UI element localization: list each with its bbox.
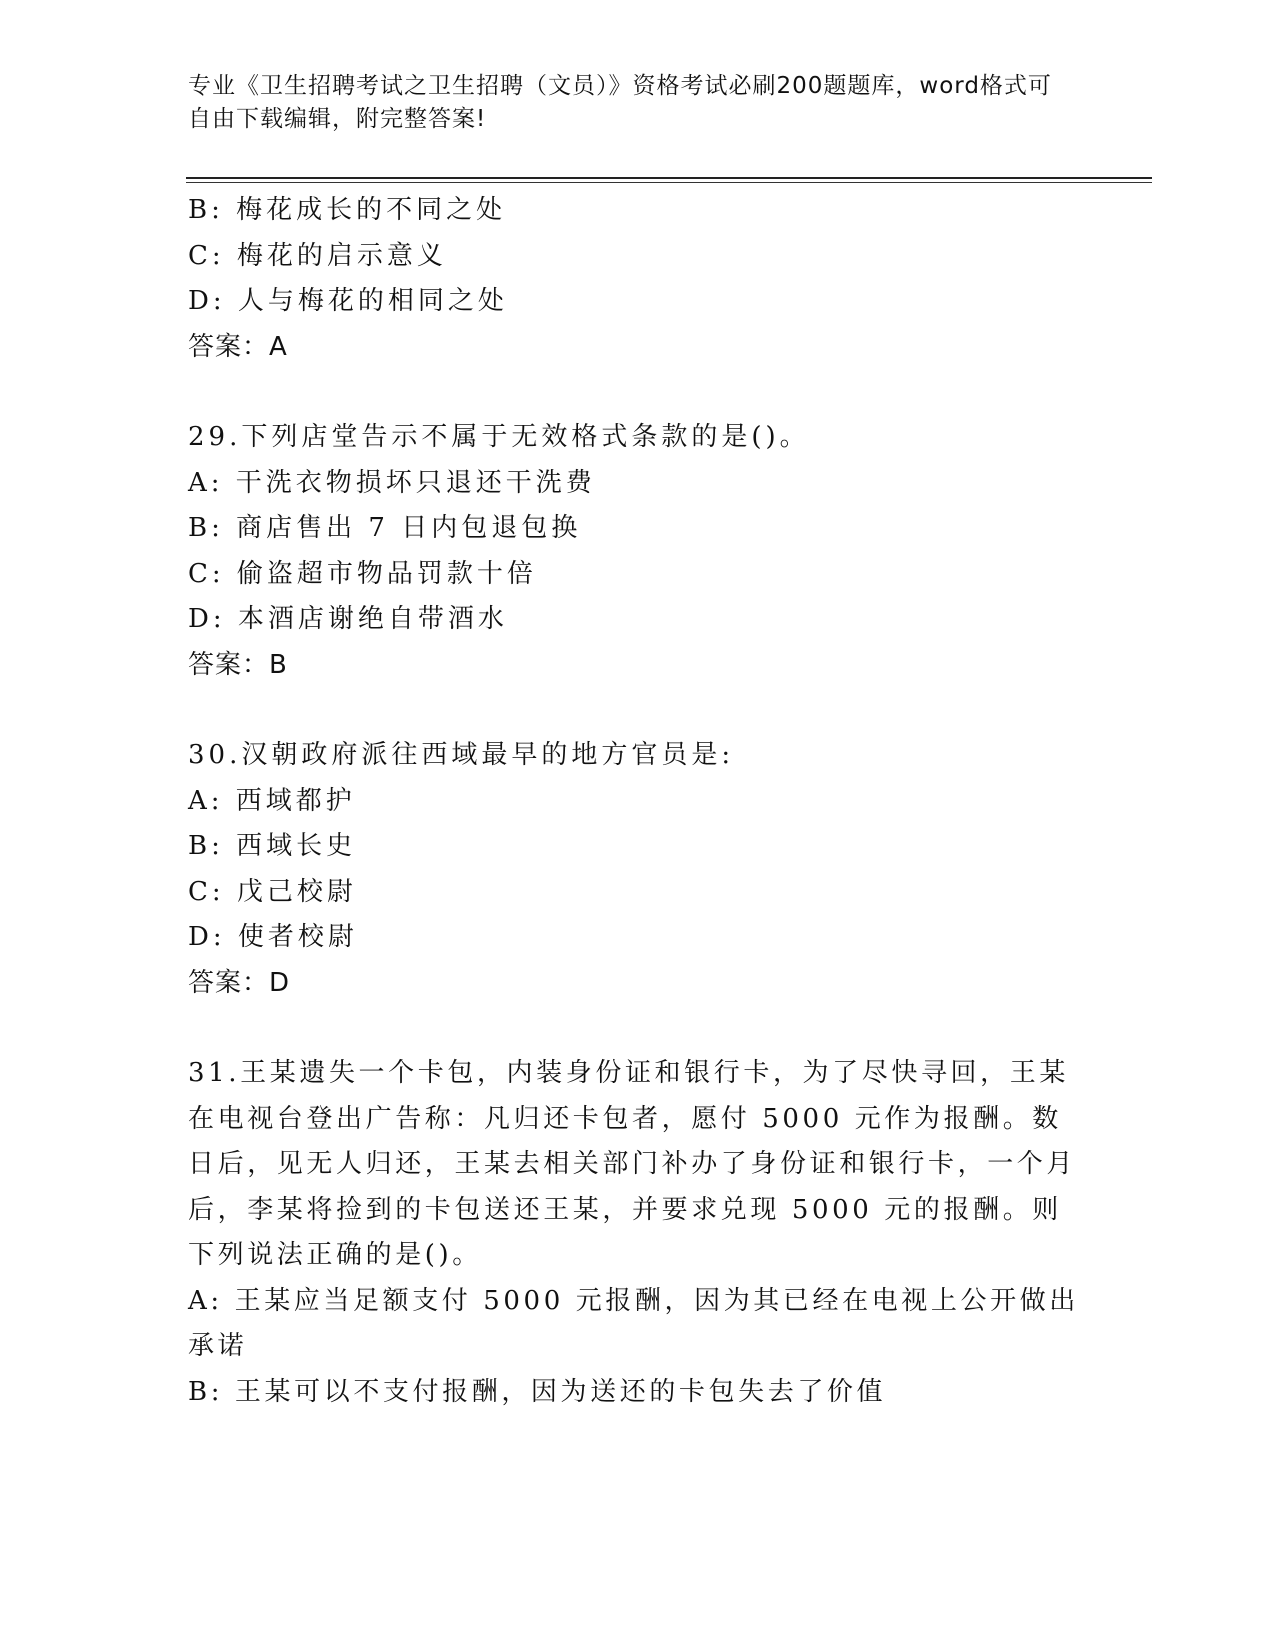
question-28-continuation (188, 188, 1088, 370)
question-stem: 29.下列店堂告示不属于无效格式条款的是()。 (188, 422, 810, 452)
answer-line: 答案：B (188, 649, 288, 680)
question-stem: 30.汉朝政府派往西域最早的地方官员是: (188, 740, 735, 770)
option-c: C: 梅花的启示意义 (188, 240, 447, 271)
option-a: A: 干洗衣物损坏只退还干洗费 (188, 467, 596, 498)
option-a: A: 西域都护 (188, 785, 356, 816)
option-d: D: 使者校尉 (188, 922, 358, 952)
spacer (188, 688, 1088, 733)
option-d: D: 人与梅花的相同之处 (188, 286, 508, 316)
spacer (188, 1006, 1088, 1051)
question-31 (188, 1051, 1088, 1415)
header-divider-thick (186, 177, 1152, 179)
option-a: A: 王某应当足额支付 5000 元报酬，因为其已经在电视上公开做出承诺 (188, 1285, 1079, 1361)
option-d: D: 本酒店谢绝自带酒水 (188, 604, 508, 634)
option-b: B: 西域长史 (188, 831, 357, 861)
page-header: 专业《卫生招聘考试之卫生招聘（文员）》资格考试必刷200题题库，word格式可自由下载编辑，附完整答案! (188, 73, 1052, 132)
option-c: C: 偷盗超市物品罚款十倍 (188, 558, 537, 589)
spacer (188, 370, 1088, 415)
option-b: B: 王某可以不支付报酬，因为送还的卡包失去了价值 (188, 1376, 887, 1407)
option-b: B: 商店售出 7 日内包退包换 (188, 513, 582, 543)
answer-line: 答案：A (188, 331, 288, 362)
question-29 (188, 415, 1088, 688)
question-stem: 31.王某遗失一个卡包，内装身份证和银行卡，为了尽快寻回，王某在电视台登出广告称：凡归还卡包者，愿付 5000 元作为报酬。数日后，见无人归还，王某去相关部门补办了身份证和银行卡，一个月后，李某将捡到的卡包送还王某，并要求兑现 5000 元的报酬。则下列说法正确的是()。 (188, 1058, 1077, 1270)
option-c: C: 戊己校尉 (188, 876, 357, 907)
answer-line: 答案：D (188, 967, 291, 998)
question-30 (188, 733, 1088, 1006)
document-body (188, 188, 1088, 1415)
option-b: B: 梅花成长的不同之处 (188, 195, 507, 225)
header-divider-thin (186, 182, 1152, 183)
